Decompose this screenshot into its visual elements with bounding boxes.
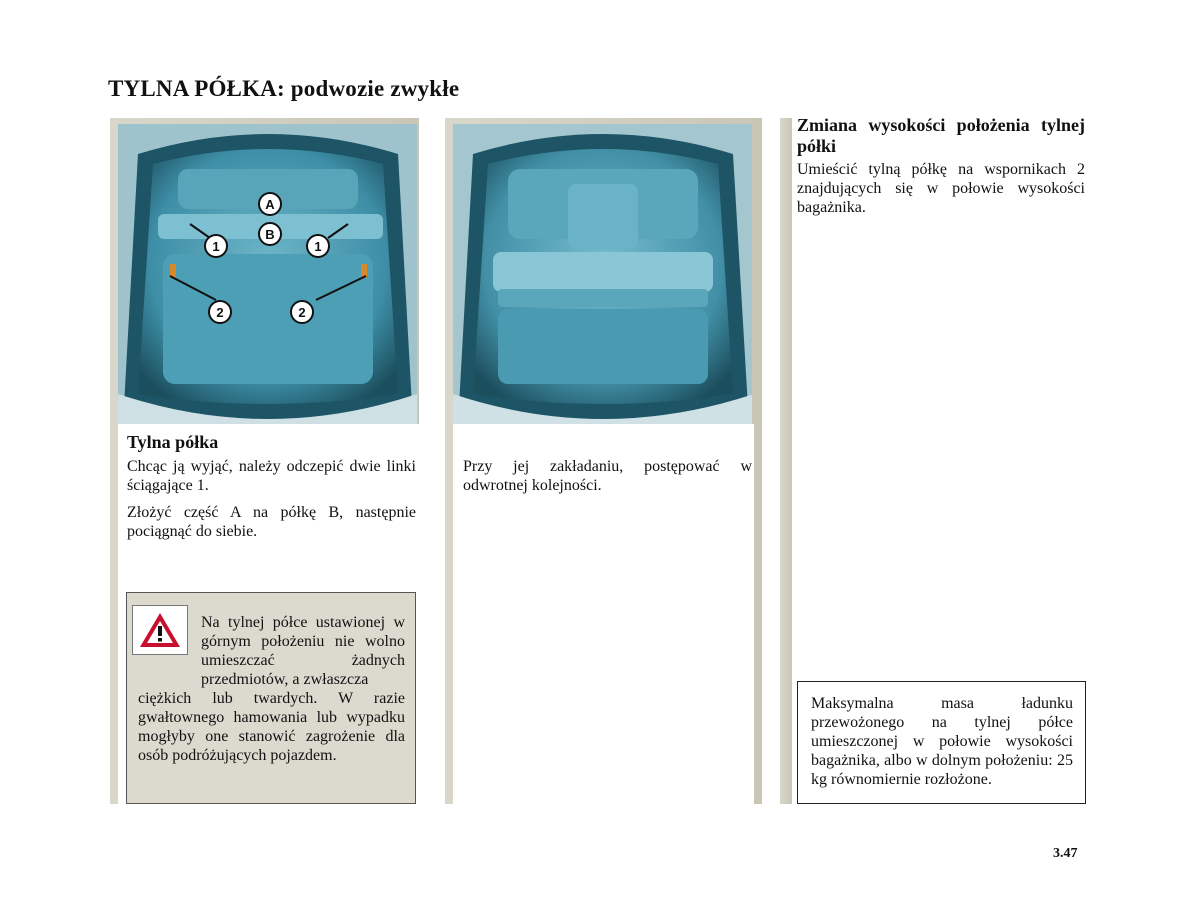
marker-1-left: 1 xyxy=(204,234,228,258)
load-limit-box xyxy=(797,681,1086,804)
page-title: TYLNA PÓŁKA: podwozie zwykłe xyxy=(108,76,460,101)
warning-triangle-icon xyxy=(132,605,188,655)
warning-box xyxy=(126,592,416,804)
warning-text-top: Na tylnej półce ustawionej w górnym położeniu nie wolno umieszczać żadnych przedmiotów, a zwłaszcza xyxy=(201,614,405,688)
paragraph-reinstall: Przy jej zakładaniu, postępować w odwrotnej kolejności. xyxy=(463,458,752,494)
paragraph-shelf-supports: Umieścić tylną półkę na wspornikach 2 znajdujących się w połowie wysokości bagażnika. xyxy=(797,161,1085,216)
right-column-band xyxy=(780,118,792,804)
warning-text-rest: ciężkich lub twardych. W razie gwałtownego hamowania lub wypadku mogłyby one stanowić zagrożenie dla osób podróżujących pojazdem. xyxy=(138,690,405,764)
marker-1-right: 1 xyxy=(306,234,330,258)
marker-b: B xyxy=(258,222,282,246)
load-limit-text: Maksymalna masa ładunku przewożonego na tylnej półce umieszczonej w połowie wysokości bagażnika, albo w dolnym położeniu: 25 kg równomiernie rozłożone. xyxy=(811,695,1073,788)
marker-a: A xyxy=(258,192,282,216)
section-heading-rear-shelf: Tylna półka xyxy=(127,432,219,452)
marker-2-left: 2 xyxy=(208,300,232,324)
section-heading-shelf-height: Zmiana wysokości położenia tylnej półki xyxy=(797,115,1085,156)
trunk-photo-with-labels xyxy=(118,124,417,424)
paragraph-fold-part: Złożyć część A na półkę B, następnie pociągnąć do siebie. xyxy=(127,504,416,540)
trunk-photo-lowered-shelf xyxy=(453,124,752,424)
paragraph-remove-shelf: Chcąc ją wyjąć, należy odczepić dwie linki ściągające 1. xyxy=(127,458,416,494)
page-number: 3.47 xyxy=(1053,846,1078,861)
marker-2-right: 2 xyxy=(290,300,314,324)
